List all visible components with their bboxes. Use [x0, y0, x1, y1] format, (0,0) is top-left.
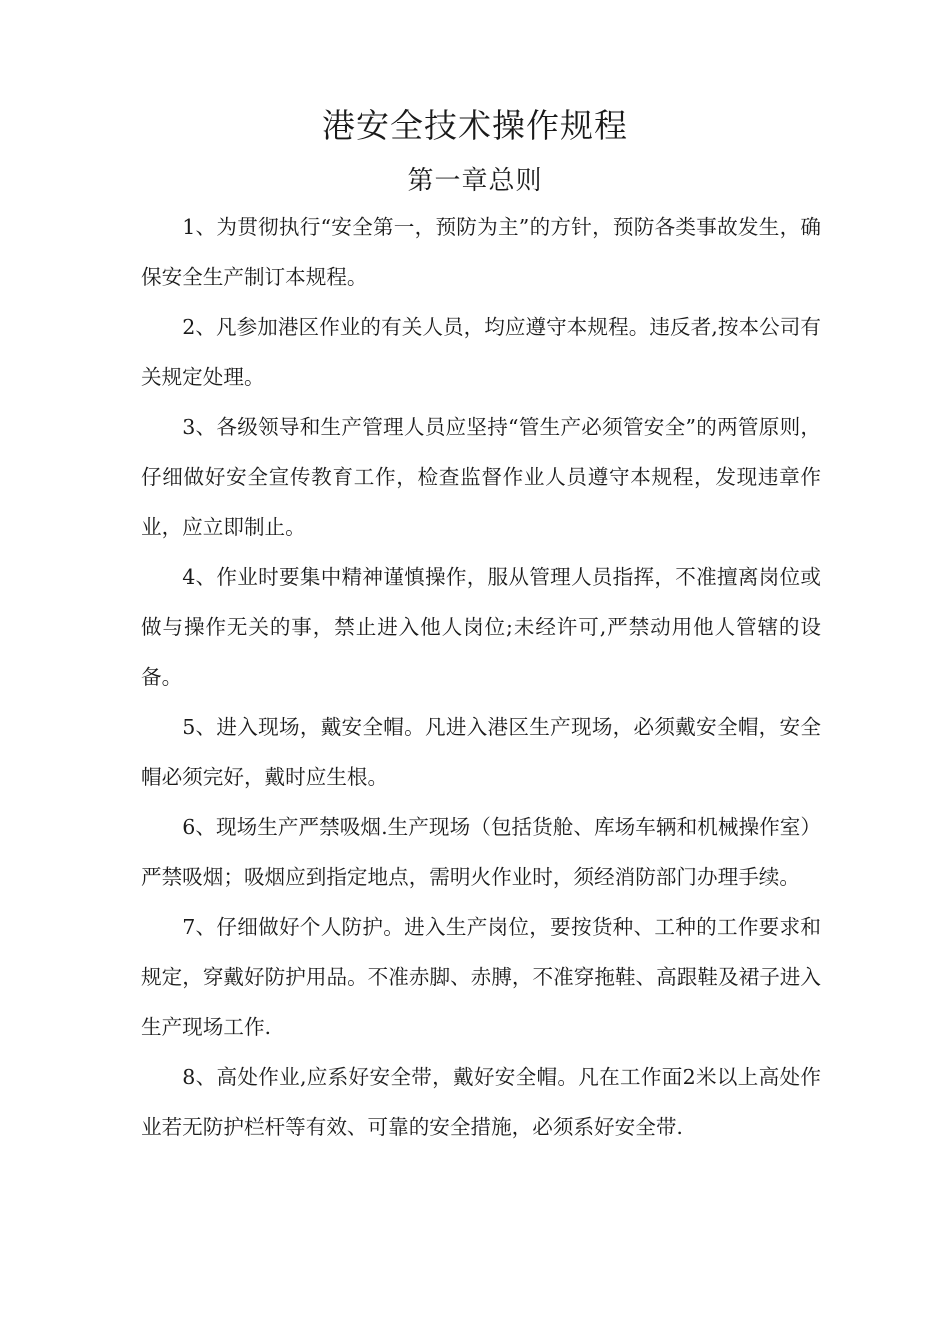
paragraph-2: 2、凡参加港区作业的有关人员，均应遵守本规程。违反者,按本公司有关规定处理。 — [141, 315, 821, 389]
paragraph-1: 1、为贯彻执行“安全第一，预防为主”的方针，预防各类事故发生，确保安全生产制订本规程。 — [141, 215, 821, 289]
paragraph-4: 4、作业时要集中精神谨慎操作，服从管理人员指挥，不准擅离岗位或做与操作无关的事，禁止进入他人岗位;未经许可,严禁动用他人管辖的设备。 — [141, 565, 821, 689]
paragraph-6: 6、现场生产严禁吸烟.生产现场（包括货舱、库场车辆和机械操作室）严禁吸烟；吸烟应到指定地点，需明火作业时，须经消防部门办理手续。 — [141, 815, 821, 889]
paragraph-5: 5、进入现场，戴安全帽。凡进入港区生产现场，必须戴安全帽，安全帽必须完好，戴时应生根。 — [141, 715, 821, 789]
paragraph-7: 7、仔细做好个人防护。进入生产岗位，要按货种、工种的工作要求和规定，穿戴好防护用品。不准赤脚、赤膊，不准穿拖鞋、高跟鞋及裙子进入生产现场工作. — [141, 915, 821, 1039]
chapter-title: 第一章总则 — [407, 166, 543, 196]
paragraph-8: 8、高处作业,应系好安全带，戴好安全帽。凡在工作面2米以上高处作业若无防护栏杆等有效、可靠的安全措施，必须系好安全带. — [141, 1065, 821, 1139]
paragraph-3: 3、各级领导和生产管理人员应坚持“管生产必须管安全”的两管原则，仔细做好安全宣传教育工作，检查监督作业人员遵守本规程，发现违章作业，应立即制止。 — [141, 415, 821, 539]
document-title: 港安全技术操作规程 — [322, 106, 628, 145]
document-body — [141, 202, 821, 1152]
